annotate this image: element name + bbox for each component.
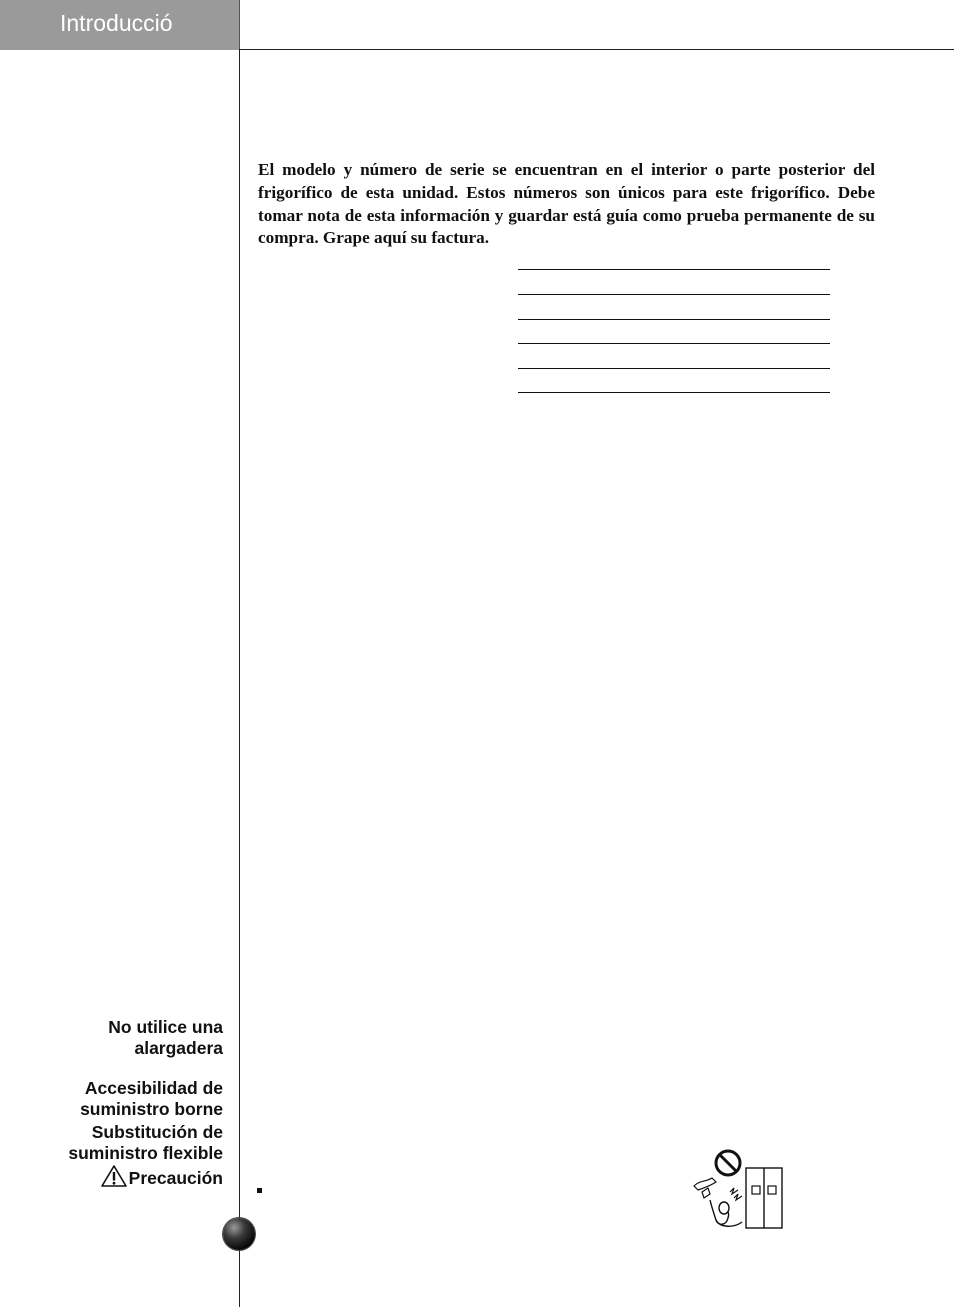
heading-no-extension (43, 1017, 223, 1059)
intro-paragraph: El modelo y número de serie se encuentran en el interior o parte posterior del frigorífico de esta unidad. Estos números son únicos para este frigorífico. Debe tomar nota de esta información y guardar está guía como prueba permanente de su compra. Grape aquí su factura. (258, 160, 875, 248)
warning-triangle-icon (101, 1165, 127, 1187)
record-line (518, 368, 830, 369)
heading-caution (0, 1165, 223, 1189)
heading-cord-replacement (43, 1122, 223, 1164)
heading-socket-access (43, 1078, 223, 1120)
page-ball-icon (223, 1218, 255, 1250)
caution-label: Precaución (128, 1168, 223, 1188)
no-extension-cord-fridge-icon (690, 1148, 786, 1232)
record-line (518, 319, 830, 320)
heading-text: Substitución de suministro flexible (68, 1122, 223, 1163)
column-divider (239, 50, 240, 1307)
section-tab (0, 0, 240, 50)
record-line (518, 343, 830, 344)
heading-text: Accesibilidad de suministro borne (80, 1078, 223, 1119)
record-line (518, 294, 830, 295)
header-rule (239, 49, 954, 50)
section-title: Introducció (60, 10, 173, 36)
record-line (518, 392, 830, 393)
bullet-marker (257, 1188, 262, 1193)
heading-text: No utilice una alargadera (108, 1017, 223, 1058)
record-line (518, 269, 830, 270)
